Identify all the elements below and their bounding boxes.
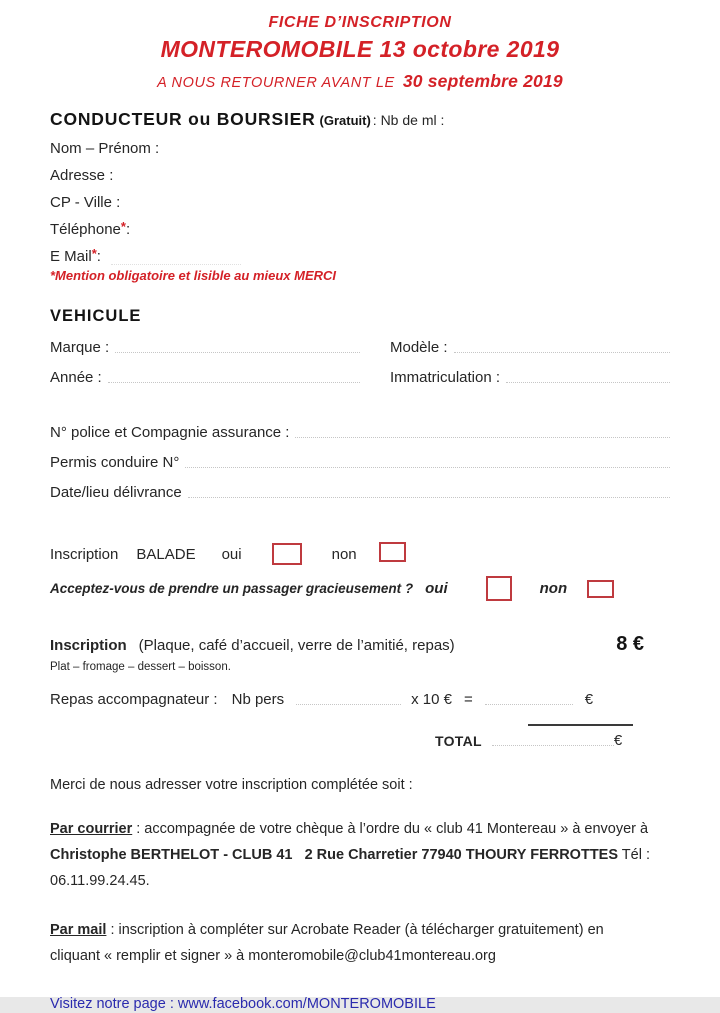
- repas-euro-sign: €: [584, 691, 594, 708]
- return-deadline-prefix: A NOUS RETOURNER AVANT LE: [157, 75, 395, 91]
- submission-intro: Merci de nous adresser votre inscription complétée soit :: [50, 777, 413, 793]
- field-marque: [50, 339, 390, 356]
- field-nom-prenom[interactable]: [50, 130, 670, 157]
- police-assurance-fill-line[interactable]: [295, 426, 670, 438]
- par-mail-text: : inscription à compléter sur Acrobate Reader (à télécharger gratuitement) en cliquant « remplir et signer » à monteromobile@club41montereau.org: [50, 922, 608, 964]
- passager-oui-label: oui: [425, 580, 448, 597]
- passager-non-checkbox[interactable]: [587, 580, 614, 598]
- total-fill-line[interactable]: [492, 734, 614, 746]
- immatriculation-fill-line[interactable]: [506, 371, 670, 383]
- gratuit-note: (Gratuit): [319, 113, 371, 128]
- price-per-person-label: x 10 €: [411, 691, 453, 708]
- permis-fill-line[interactable]: [185, 456, 670, 468]
- email-fill-line[interactable]: [111, 251, 241, 265]
- field-permis: [50, 454, 670, 471]
- balade-non-checkbox[interactable]: [379, 542, 406, 562]
- field-immatriculation: [390, 369, 670, 386]
- delivrance-fill-line[interactable]: [188, 486, 670, 498]
- nom-prenom-label: Nom – Prénom :: [50, 140, 160, 157]
- annee-fill-line[interactable]: [108, 371, 360, 383]
- menu-description: Plat – fromage – dessert – boisson.: [50, 661, 231, 673]
- passager-oui-checkbox[interactable]: [486, 576, 512, 601]
- facebook-link[interactable]: Visitez notre page : www.facebook.com/MONTEROMOBILE: [50, 996, 436, 1012]
- email-label: E Mail: [50, 248, 92, 265]
- adresse-label: Adresse :: [50, 167, 114, 184]
- par-courrier-paragraph: [50, 816, 654, 894]
- repas-accompagnateur-row: [50, 691, 670, 708]
- email-required-asterisk: *: [91, 246, 97, 261]
- total-separator-line: [528, 724, 633, 726]
- inscription-price-value: 8 €: [616, 633, 644, 655]
- police-assurance-label: N° police et Compagnie assurance :: [50, 424, 290, 441]
- event-title: MONTEROMOBILE 13 octobre 2019: [160, 36, 560, 62]
- nb-pers-label: Nb pers: [231, 691, 285, 708]
- field-delivrance: [50, 484, 670, 501]
- marque-label: Marque :: [50, 339, 110, 356]
- field-email[interactable]: [50, 238, 670, 265]
- passager-row: [50, 576, 670, 601]
- telephone-colon: :: [125, 221, 131, 238]
- passager-question-label: Acceptez-vous de prendre un passager gracieusement ?: [50, 581, 414, 596]
- total-row: [435, 732, 670, 749]
- email-colon: :: [96, 248, 101, 265]
- balade-non-label: non: [331, 545, 357, 563]
- balade-oui-checkbox[interactable]: [272, 543, 302, 565]
- total-euro-sign: €: [613, 732, 623, 749]
- immatriculation-label: Immatriculation :: [390, 369, 501, 386]
- annee-label: Année :: [50, 369, 102, 386]
- delivrance-label: Date/lieu délivrance: [50, 484, 182, 501]
- return-deadline-date: 30 septembre 2019: [402, 71, 563, 91]
- par-mail-label: Par mail: [50, 922, 107, 938]
- conducteur-heading-text: CONDUCTEUR ou BOURSIER: [50, 109, 316, 129]
- form-title: FICHE D’INSCRIPTION: [268, 14, 452, 31]
- balade-label: BALADE: [136, 545, 196, 563]
- modele-fill-line[interactable]: [454, 341, 670, 353]
- field-adresse[interactable]: [50, 157, 670, 184]
- passager-non-label: non: [539, 580, 568, 597]
- inscription-price-label: Inscription: [50, 637, 127, 654]
- form-header: [50, 14, 670, 92]
- courrier-address: Christophe BERTHELOT - CLUB 41 2 Rue Charretier 77940 THOURY FERROTTES: [50, 847, 619, 863]
- field-police-assurance: [50, 424, 670, 441]
- inscription-balade-label: Inscription: [50, 545, 119, 563]
- par-courrier-label: Par courrier: [50, 821, 133, 837]
- field-cp-ville[interactable]: [50, 184, 670, 211]
- required-field-note: *Mention obligatoire et lisible au mieux MERCI: [50, 268, 337, 283]
- telephone-required-asterisk: *: [120, 219, 126, 234]
- equals-sign: =: [464, 691, 473, 708]
- telephone-label: Téléphone: [50, 221, 121, 238]
- field-telephone[interactable]: [50, 211, 670, 238]
- repas-label: Repas accompagnateur :: [50, 691, 218, 708]
- courrier-phone: Tél : 06.11.99.24.45.: [50, 847, 655, 889]
- par-mail-paragraph: [50, 917, 654, 969]
- inscription-price-detail: (Plaque, café d’accueil, verre de l’amitié, repas): [138, 637, 455, 654]
- nb-ml-label: : Nb de ml :: [372, 112, 445, 128]
- vehicule-row-1: [50, 339, 670, 356]
- permis-label: Permis conduire N°: [50, 454, 180, 471]
- repas-total-fill-line[interactable]: [485, 693, 573, 705]
- field-annee: [50, 369, 390, 386]
- vehicule-row-2: [50, 369, 670, 386]
- field-modele: [390, 339, 670, 356]
- marque-fill-line[interactable]: [115, 341, 360, 353]
- cp-ville-label: CP - Ville :: [50, 194, 121, 211]
- balade-oui-label: oui: [221, 545, 242, 563]
- inscription-price-row: [50, 633, 670, 656]
- conducteur-section-heading: [50, 109, 670, 130]
- return-deadline: [50, 71, 670, 92]
- par-courrier-text: : accompagnée de votre chèque à l’ordre du « club 41 Montereau » à envoyer à: [132, 821, 653, 837]
- modele-label: Modèle :: [390, 339, 448, 356]
- nb-pers-fill-line[interactable]: [296, 693, 401, 705]
- total-label: TOTAL: [435, 733, 482, 749]
- inscription-balade-row: [50, 543, 670, 565]
- vehicule-section-heading: VEHICULE: [50, 307, 142, 325]
